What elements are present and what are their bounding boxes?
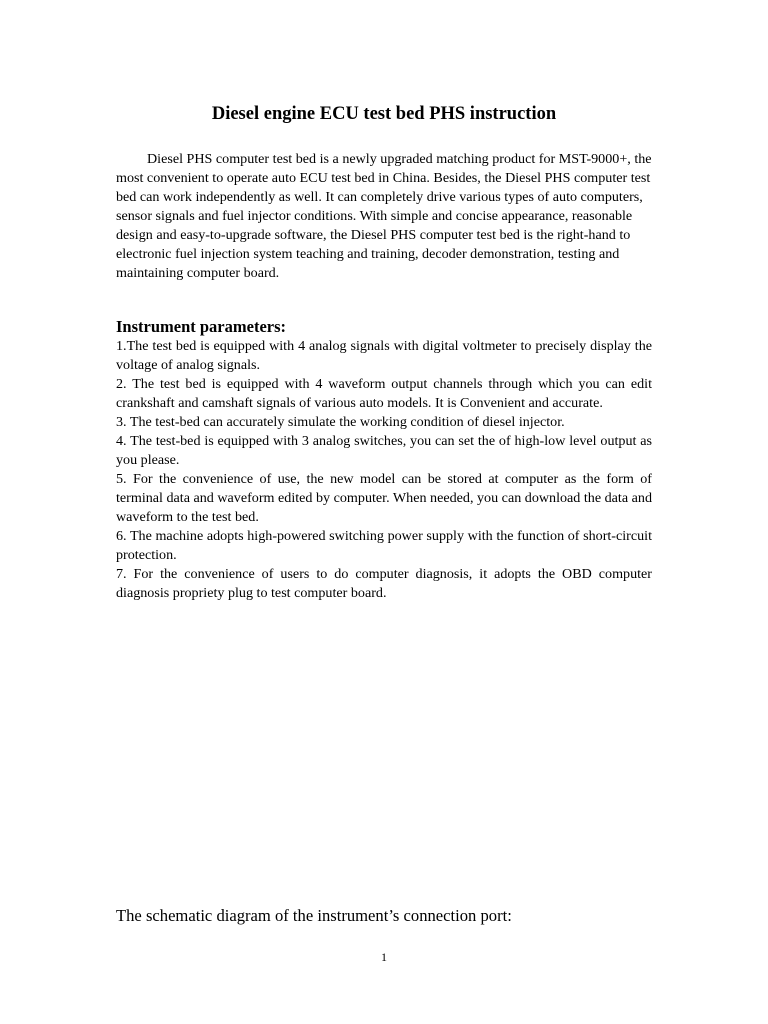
parameter-item-2: 2. The test bed is equipped with 4 waveform output channels through which you can edit crankshaft and camshaft signals of various auto models. It is Convenient and accurate. — [116, 376, 652, 411]
instrument-parameters-heading: Instrument parameters: — [116, 317, 287, 336]
parameter-item-6: 6. The machine adopts high-powered switching power supply with the function of short-circuit protection. — [116, 528, 652, 563]
parameter-item-5: 5. For the convenience of use, the new model can be stored at computer as the form of terminal data and waveform edited by computer. When needed, you can download the data and waveform to the test bed. — [116, 471, 652, 525]
page-number: 1 — [381, 950, 387, 964]
document-title: Diesel engine ECU test bed PHS instruction — [211, 104, 557, 124]
schematic-caption: The schematic diagram of the instrument’s connection port: — [116, 906, 512, 925]
parameter-item-3: 3. The test-bed can accurately simulate the working condition of diesel injector. — [116, 414, 565, 430]
parameter-item-7: 7. For the convenience of users to do computer diagnosis, it adopts the OBD computer diagnosis propriety plug to test computer board. — [116, 566, 652, 601]
parameter-item-4: 4. The test-bed is equipped with 3 analog switches, you can set the of high-low level output as you please. — [116, 433, 652, 468]
intro-paragraph: Diesel PHS computer test bed is a newly upgraded matching product for MST-9000+, the most convenient to operate auto ECU test bed in China. Besides, the Diesel PHS computer test bed can work independently as well. It can completely drive various types of auto computers, sensor signals and fuel injector conditions. With simple and concise appearance, reasonable design and easy-to-upgrade software, the Diesel PHS computer test bed is the right-hand to electronic fuel injection system teaching and training, decoder demonstration, testing and maintaining computer board. — [116, 151, 652, 281]
instrument-parameters-list — [116, 337, 652, 603]
parameter-item-1: 1.The test bed is equipped with 4 analog signals with digital voltmeter to precisely display the voltage of analog signals. — [116, 338, 652, 373]
